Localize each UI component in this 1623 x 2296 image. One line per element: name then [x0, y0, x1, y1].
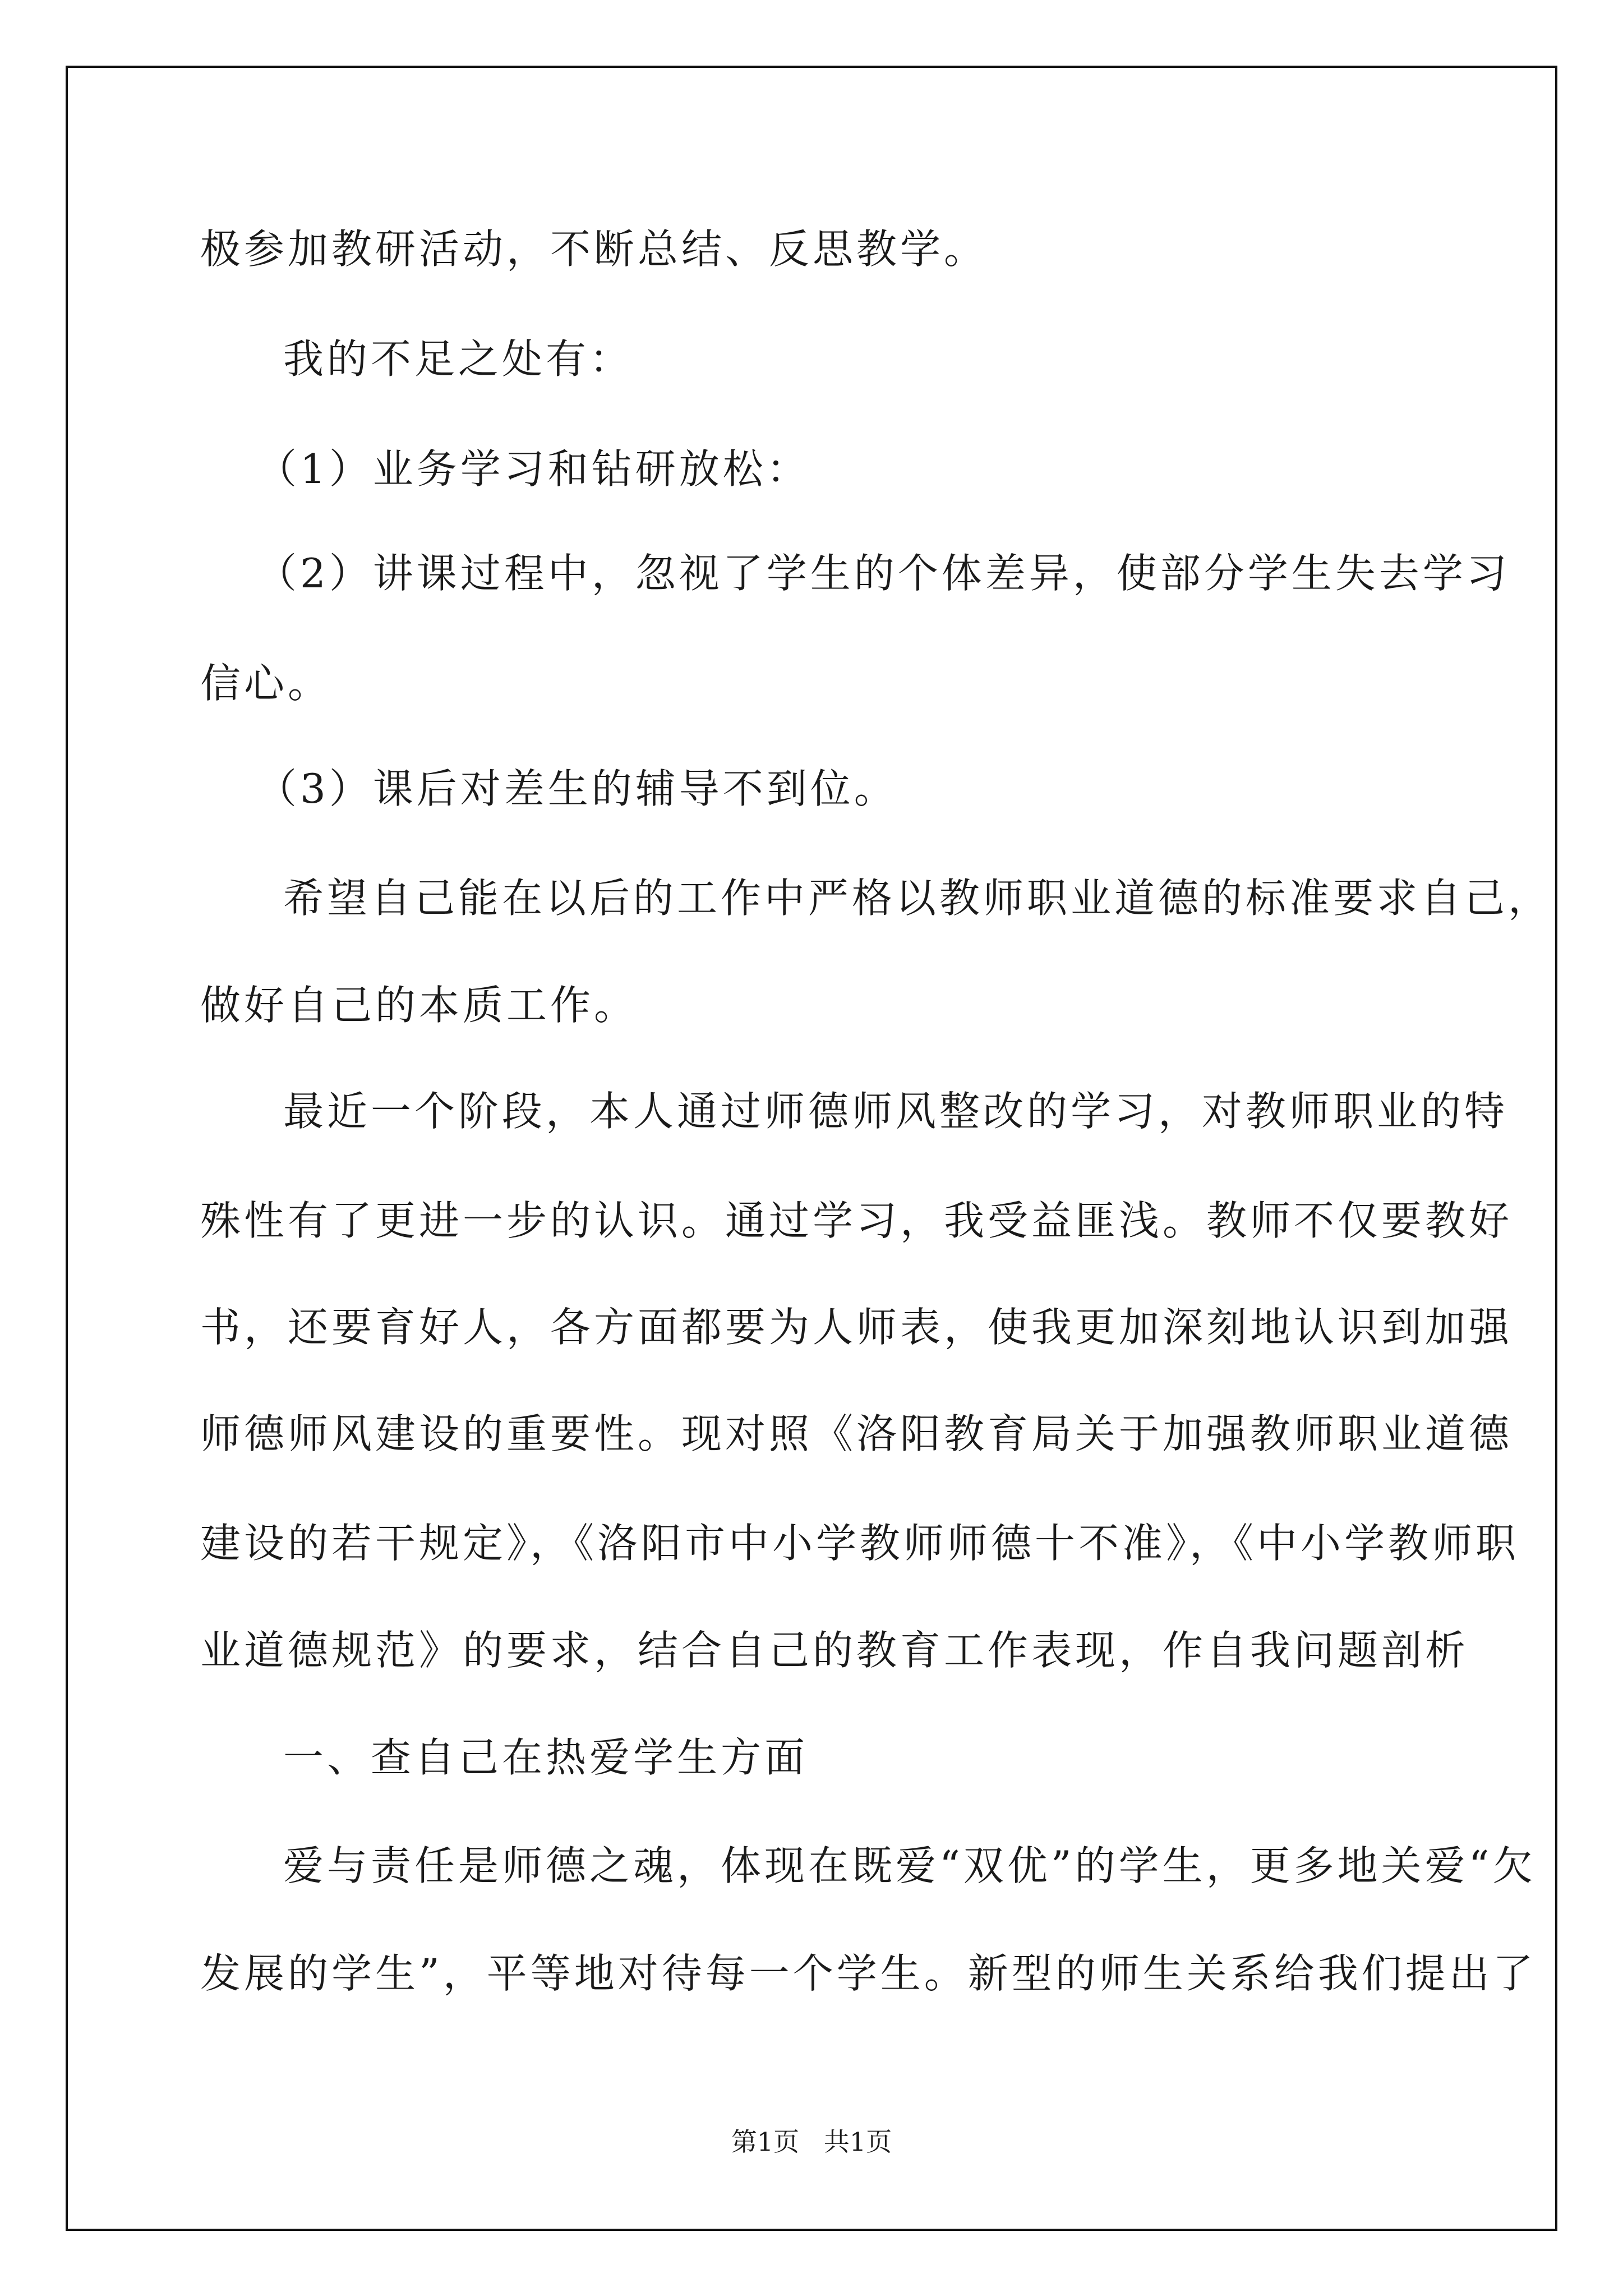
text-line: 希望自己能在以后的工作中严格以教师职业道德的标准要求自己，	[283, 875, 1552, 922]
text-line: 发展的学生”，平等地对待每一个学生。新型的师生关系给我们提出了	[200, 1950, 1537, 1997]
text-line: 做好自己的本质工作。	[200, 982, 638, 1029]
text-line: 殊性有了更进一步的认识。通过学习，我受益匪浅。教师不仅要教好	[200, 1197, 1513, 1244]
page-number-footer: 第1页 共1页	[731, 2127, 892, 2157]
text-line: 爱与责任是师德之魂，体现在既爱“双优”的学生，更多地关爱“欠	[283, 1842, 1537, 1889]
text-line: 业道德规范》的要求，结合自己的教育工作表现，作自我问题剖析	[200, 1627, 1469, 1674]
text-line: （1）业务学习和钻研放松：	[256, 445, 810, 493]
text-line: 极参加教研活动，不断总结、反思教学。	[200, 226, 988, 273]
text-line: 我的不足之处有：	[283, 335, 634, 383]
text-line: （3）课后对差生的辅导不到位。	[256, 765, 898, 812]
text-line: 一、查自己在热爱学生方面	[283, 1734, 809, 1781]
text-line: 书，还要育好人，各方面都要为人师表，使我更加深刻地认识到加强	[200, 1304, 1513, 1351]
text-line: 信心。	[200, 660, 332, 707]
text-line: 最近一个阶段，本人通过师德师风整改的学习，对教师职业的特	[283, 1088, 1509, 1135]
text-line: 师德师风建设的重要性。现对照《洛阳教育局关于加强教师职业道德	[200, 1410, 1513, 1457]
page-border	[66, 66, 1557, 2231]
text-line: （2）讲课过程中，忽视了学生的个体差异，使部分学生失去学习	[256, 550, 1510, 597]
text-line: 建设的若干规定》，《洛阳市中小学教师师德十不准》，《中小学教师职	[200, 1520, 1520, 1567]
